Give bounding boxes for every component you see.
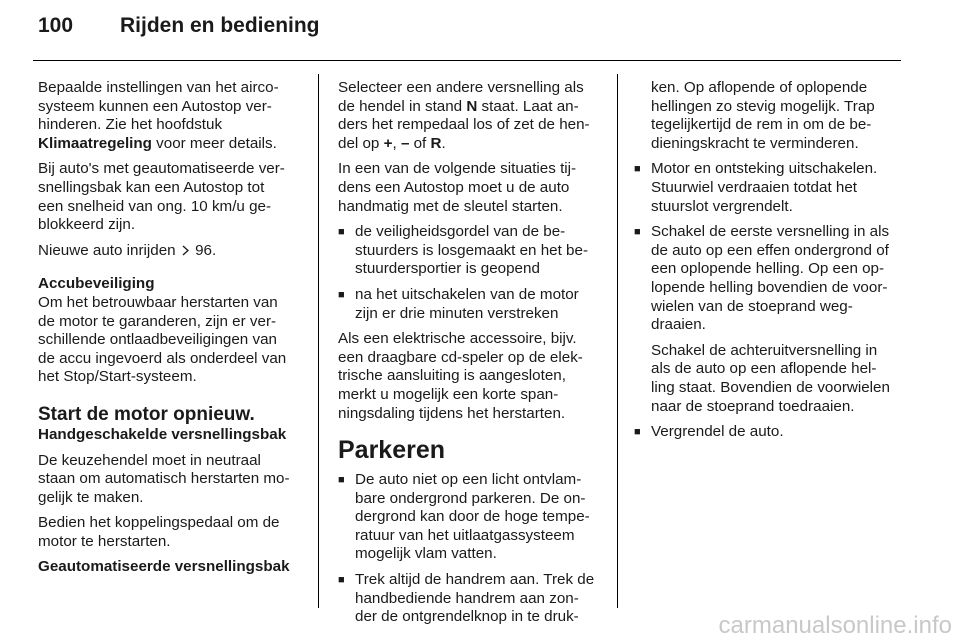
watermark: carmanualsonline.info [718, 612, 952, 639]
subsection-heading: Geautomatiseerde versnellingsbak [38, 558, 290, 576]
list-item-continuation: ken. Op aflopende of oplopende hellingen zo stevig mogelijk. Trap tegelijkertijd de rem in om de be- dieningskracht te verminderen. [651, 79, 875, 152]
cross-reference: Klimaatregeling [38, 134, 152, 152]
list-item: ■ Vergrendel de auto. [634, 423, 908, 442]
list-item: ■ na het uitschakelen van de motor zijn er drie minuten verstreken [338, 286, 610, 323]
column-divider-2 [617, 74, 618, 608]
subsection [38, 558, 310, 577]
page-number: 100 [38, 14, 74, 37]
paragraph: Bedien het koppelingspedaal om de motor te herstarten. [38, 514, 280, 550]
section-heading: Start de motor opnieuw. [38, 403, 255, 425]
column-3 [634, 79, 908, 449]
section-heading: Accubeveiliging [38, 275, 155, 293]
list-item: ■ Motor en ontsteking uitschakelen. Stuurwiel verdraaien totdat het stuurslot vergrendelt. [634, 160, 908, 216]
accu-section: Accubeveiliging Om het betrouwbaar herstarten van de motor te garanderen, zijn er ver- schillende ontlaadbeveiligingen van de accu ingevoerd als onderdeel van het Stop/Start-systeem. [38, 275, 310, 387]
paragraph: Bij auto's met geautomatiseerde ver- snellingsbak kan een Autostop tot een snelheid van ong. 10 km/u ge- blokkeerd zijn. [38, 160, 285, 234]
list-item-subparagraph: Schakel de achteruitversnelling in als de auto op een aflopende hel- ling staat. Bovendien de voorwielen naar de stoeprand toedraaien. [651, 341, 890, 415]
paragraph: In een van de volgende situaties tij- dens een Autostop moet u de auto handmatig met de sleutel starten. [338, 160, 577, 215]
header-rule [33, 60, 901, 61]
paragraph: Als een elektrische accessoire, bijv. een draagbare cd-speler op de elek- trische aansluiting is aangesloten, merkt u mogelijk een korte span- ningsdaling tijdens het herstarten. [338, 330, 583, 422]
column-2 [338, 79, 610, 634]
list-item: ■ Trek altijd de handrem aan. Trek de handbediende handrem aan zon- der de ontgrendelknop in te druk- [338, 571, 610, 627]
list-item: ■ de veiligheidsgordel van de be- stuurders is losgemaakt en het be- stuurdersportier is geopend [338, 223, 610, 279]
subsection-heading: Handgeschakelde versnellingsbak [38, 425, 287, 443]
column-divider-1 [318, 74, 319, 608]
list-item: ■ Schakel de eerste versnelling in als de auto op een effen ondergrond of een oplopende helling. Op een op- lopende helling bovendien de voor- wielen van de stoeprand weg- draaien. [634, 223, 908, 335]
subsection [38, 426, 310, 445]
chapter-title: Rijden en bediening [120, 14, 320, 37]
column-1 [38, 79, 310, 584]
paragraph: De keuzehendel moet in neutraal staan om automatisch herstarten mo- gelijk te maken. [38, 451, 290, 506]
section-heading: Parkeren [338, 436, 446, 465]
page-ref-icon [180, 242, 195, 259]
paragraph: Bepaalde instellingen van het airco- systeem kunnen een Autostop ver- hinderen. Zie het hoofdstuk Klimaatregeling voor meer details. [38, 79, 279, 152]
page-header [38, 14, 320, 38]
paragraph: Selecteer een andere versnelling als de hendel in stand N staat. Laat an- ders het rempedaal los of zet de hen- del op +, – of R. [338, 79, 590, 152]
paragraph: Nieuwe auto inrijden 96. [38, 241, 217, 259]
list-item: ■ De auto niet op een licht ontvlam- bare ondergrond parkeren. De on- dergrond kan door de hoge tempe- ratuur van het uitlaatgassysteem mogelijk vlam vatten. [338, 471, 610, 564]
